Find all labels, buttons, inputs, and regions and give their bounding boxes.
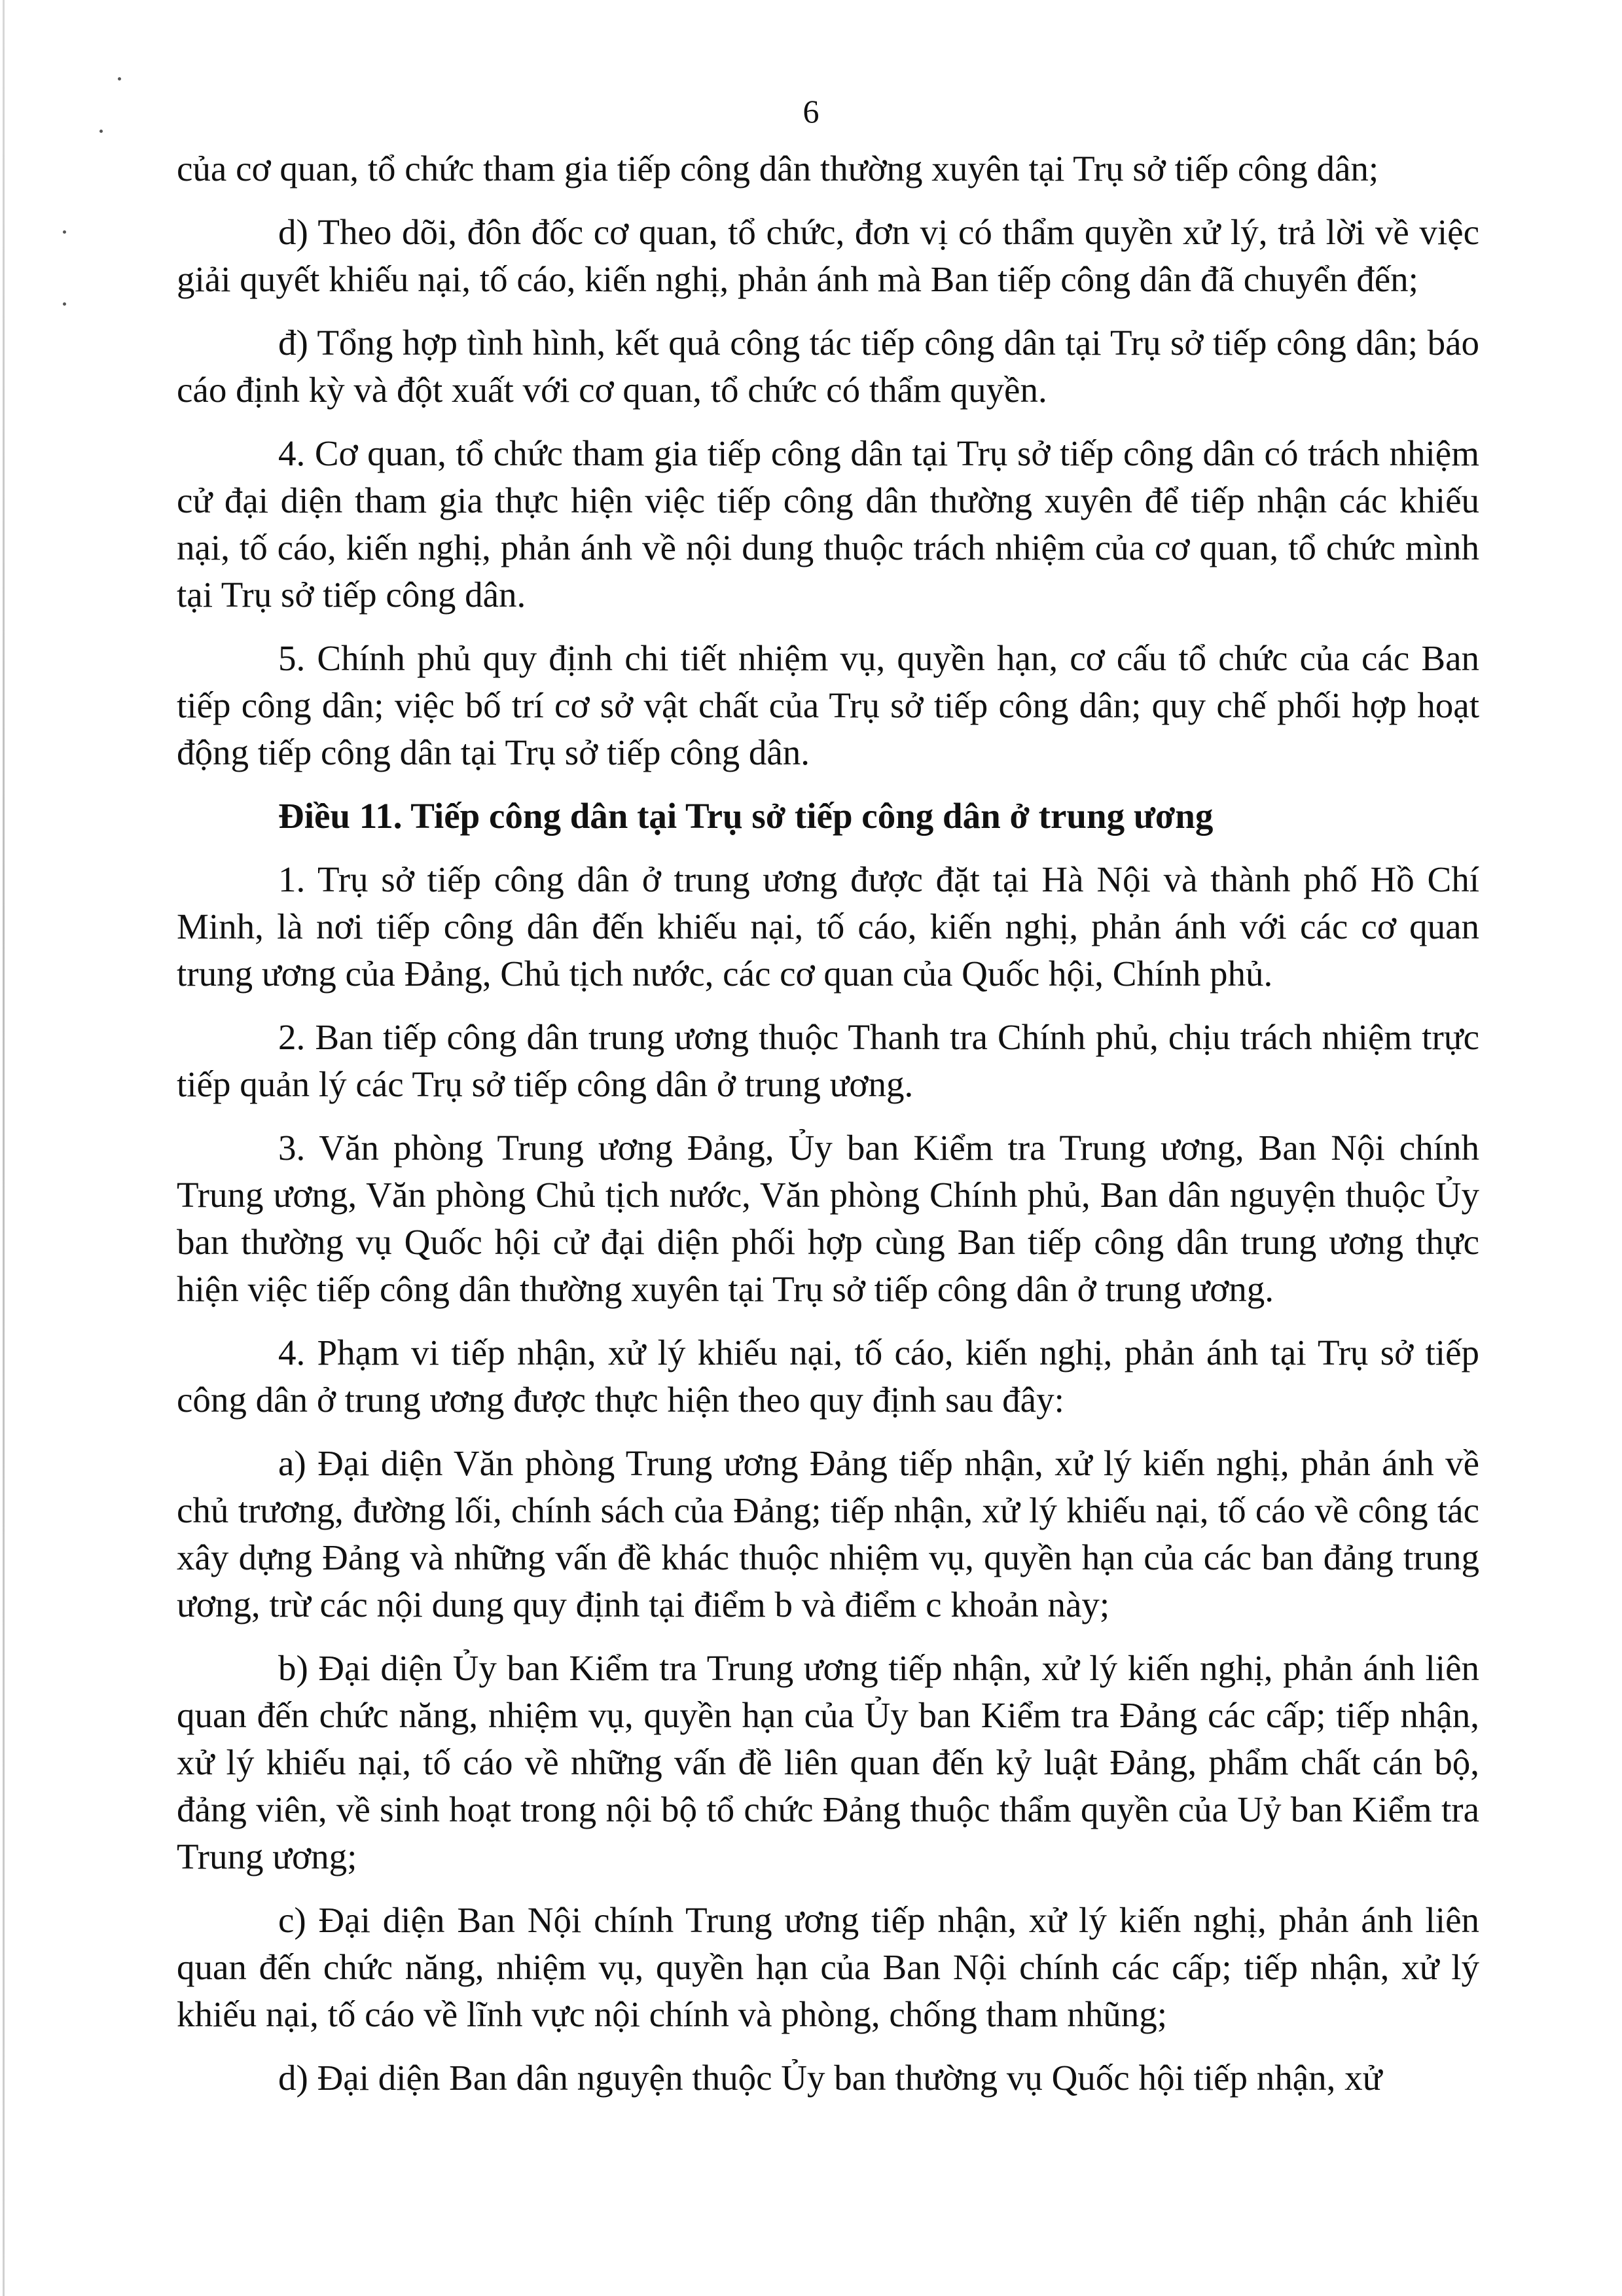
paragraph: 3. Văn phòng Trung ương Đảng, Ủy ban Kiểm tra Trung ương, Ban Nội chính Trung ương, Văn phòng Chủ tịch nước, Văn phòng Chính phủ, Ban dân nguyện thuộc Ủy ban thường vụ Quốc hội cử đại diện phối hợp cùng Ban tiếp công dân trung ương thực hiện việc tiếp công dân thường xuyên tại Trụ sở tiếp công dân ở trung ương.: [177, 1128, 1479, 1309]
paragraph: 4. Phạm vi tiếp nhận, xử lý khiếu nại, tố cáo, kiến nghị, phản ánh tại Trụ sở tiếp công dân ở trung ương được thực hiện theo quy định sau đây:: [177, 1333, 1479, 1420]
paragraph: của cơ quan, tổ chức tham gia tiếp công dân thường xuyên tại Trụ sở tiếp công dân;: [177, 149, 1379, 188]
scan-speck: [63, 230, 66, 234]
paragraph: a) Đại diện Văn phòng Trung ương Đảng tiếp nhận, xử lý kiến nghị, phản ánh về chủ trương, đường lối, chính sách của Đảng; tiếp nhận, xử lý khiếu nại, tố cáo về công tác xây dựng Đảng và những vấn đề khác thuộc nhiệm vụ, quyền hạn của các ban đảng trung ương, trừ các nội dung quy định tại điểm b và điểm c khoản này;: [177, 1443, 1479, 1624]
page-number: 6: [802, 93, 820, 130]
paragraph: đ) Tổng hợp tình hình, kết quả công tác tiếp công dân tại Trụ sở tiếp công dân; báo cáo định kỳ và đột xuất với cơ quan, tổ chức có thẩm quyền.: [177, 323, 1479, 410]
scan-speck: [63, 302, 66, 306]
paragraph: 2. Ban tiếp công dân trung ương thuộc Thanh tra Chính phủ, chịu trách nhiệm trực tiếp quản lý các Trụ sở tiếp công dân ở trung ương.: [177, 1017, 1479, 1104]
paragraph: b) Đại diện Ủy ban Kiểm tra Trung ương tiếp nhận, xử lý kiến nghị, phản ánh liên quan đến chức năng, nhiệm vụ, quyền hạn của Ủy ban Kiểm tra Đảng các cấp; tiếp nhận, xử lý khiếu nại, tố cáo về những vấn đề liên quan đến kỷ luật Đảng, phẩm chất cán bộ, đảng viên, về sinh hoạt trong nội bộ tổ chức Đảng thuộc thẩm quyền của Uỷ ban Kiểm tra Trung ương;: [177, 1648, 1479, 1876]
article-heading: Điều 11. Tiếp công dân tại Trụ sở tiếp công dân ở trung ương: [278, 796, 1214, 836]
paragraph: c) Đại diện Ban Nội chính Trung ương tiếp nhận, xử lý kiến nghị, phản ánh liên quan đến chức năng, nhiệm vụ, quyền hạn của Ban Nội chính các cấp; tiếp nhận, xử lý khiếu nại, tố cáo về lĩnh vực nội chính và phòng, chống tham nhũng;: [177, 1900, 1479, 2034]
paragraph: 1. Trụ sở tiếp công dân ở trung ương được đặt tại Hà Nội và thành phố Hồ Chí Minh, là nơi tiếp công dân đến khiếu nại, tố cáo, kiến nghị, phản ánh với các cơ quan trung ương của Đảng, Chủ tịch nước, các cơ quan của Quốc hội, Chính phủ.: [177, 859, 1479, 994]
paragraph: 5. Chính phủ quy định chi tiết nhiệm vụ, quyền hạn, cơ cấu tổ chức của các Ban tiếp công dân; việc bố trí cơ sở vật chất của Trụ sở tiếp công dân; quy chế phối hợp hoạt động tiếp công dân tại Trụ sở tiếp công dân.: [177, 638, 1479, 772]
scan-speck: [118, 77, 121, 81]
document-body: [177, 145, 1479, 2118]
paragraph: 4. Cơ quan, tổ chức tham gia tiếp công dân tại Trụ sở tiếp công dân có trách nhiệm cử đại diện tham gia thực hiện việc tiếp công dân thường xuyên để tiếp nhận các khiếu nại, tố cáo, kiến nghị, phản ánh về nội dung thuộc trách nhiệm của cơ quan, tổ chức mình tại Trụ sở tiếp công dân.: [177, 433, 1479, 615]
scan-edge-line: [3, 0, 5, 2296]
paragraph: d) Theo dõi, đôn đốc cơ quan, tổ chức, đơn vị có thẩm quyền xử lý, trả lời về việc giải quyết khiếu nại, tố cáo, kiến nghị, phản ánh mà Ban tiếp công dân đã chuyển đến;: [177, 212, 1479, 299]
paragraph: d) Đại diện Ban dân nguyện thuộc Ủy ban thường vụ Quốc hội tiếp nhận, xử: [278, 2058, 1382, 2098]
